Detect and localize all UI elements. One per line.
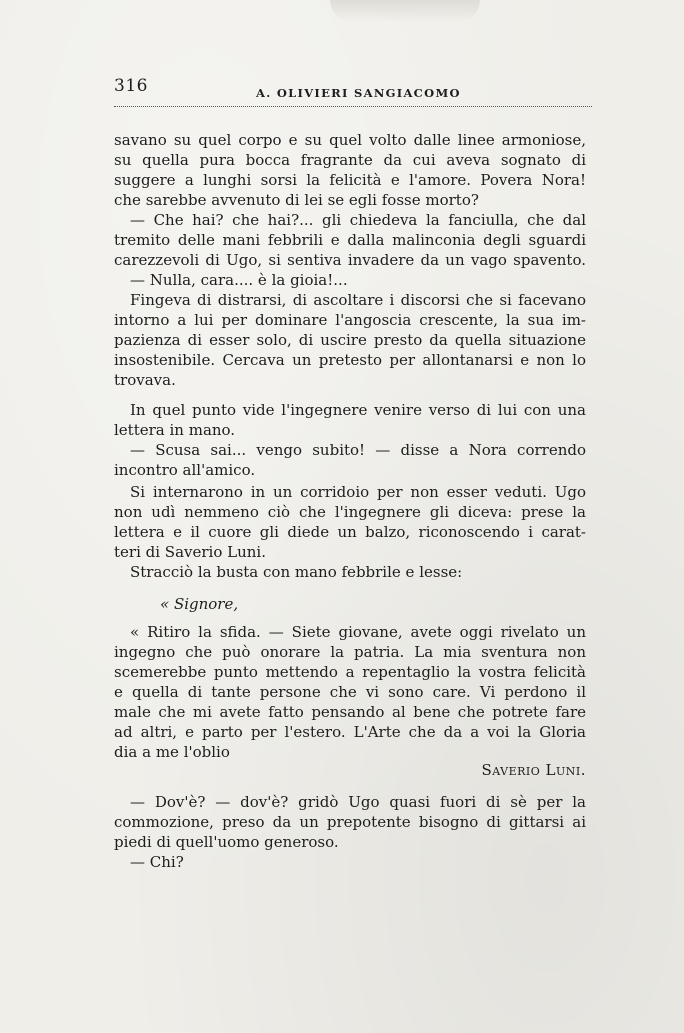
text-line: suggere a lunghi sorsi la felicità e l'amore. Povera Nora! bbox=[114, 171, 586, 189]
letter-line: e quella di tante persone che vi sono care. Vi perdono il bbox=[114, 683, 586, 701]
letter-line: dia a me l'oblio bbox=[114, 743, 230, 761]
text-line: Si internarono in un corridoio per non esser veduti. Ugo bbox=[130, 483, 586, 501]
letter-line: ad altri, e parto per l'estero. L'Arte che da a voi la Gloria bbox=[114, 723, 586, 741]
text-line: — Chi? bbox=[130, 853, 184, 871]
text-line: pazienza di esser solo, di uscire presto da quella situazione bbox=[114, 331, 586, 349]
letter-signature: Saverio Luni. bbox=[481, 761, 586, 779]
text-line: Fingeva di distrarsi, di ascoltare i discorsi che si facevano bbox=[130, 291, 586, 309]
text-line: commozione, preso da un prepotente bisogno di gittarsi ai bbox=[114, 813, 586, 831]
text-line: — Che hai? che hai?... gli chiedeva la fanciulla, che dal bbox=[130, 211, 586, 229]
text-line: piedi di quell'uomo generoso. bbox=[114, 833, 339, 851]
text-line: che sarebbe avvenuto di lei se egli fosse morto? bbox=[114, 191, 479, 209]
text-line: carezzevoli di Ugo, si sentiva invadere da un vago spavento. bbox=[114, 251, 586, 269]
letter-line: male che mi avete fatto pensando al bene che potrete fare bbox=[114, 703, 586, 721]
page-header bbox=[114, 76, 592, 102]
text-line: lettera in mano. bbox=[114, 421, 236, 439]
text-line: — Scusa sai... vengo subito! — disse a Nora correndo bbox=[130, 441, 586, 459]
text-line: lettera e il cuore gli diede un balzo, riconoscendo i carat- bbox=[114, 523, 586, 541]
header-rule bbox=[114, 106, 592, 107]
page-number: 316 bbox=[114, 76, 148, 96]
text-line: incontro all'amico. bbox=[114, 461, 256, 479]
text-line: teri di Saverio Luni. bbox=[114, 543, 266, 561]
letter-salutation: « Signore, bbox=[160, 595, 239, 613]
letter-line: ingegno che può onorare la patria. La mia sventura non bbox=[114, 643, 586, 661]
text-line: tremito delle mani febbrili e dalla malinconia degli sguardi bbox=[114, 231, 586, 249]
text-line: non udì nemmeno ciò che l'ingegnere gli diceva: prese la bbox=[114, 503, 586, 521]
text-line: Stracciò la busta con mano febbrile e lesse: bbox=[130, 563, 463, 581]
text-line: — Dov'è? — dov'è? gridò Ugo quasi fuori di sè per la bbox=[130, 793, 586, 811]
letter-line: « Ritiro la sfida. — Siete giovane, avete oggi rivelato un bbox=[130, 623, 586, 641]
text-line: su quella pura bocca fragrante da cui aveva sognato di bbox=[114, 151, 586, 169]
text-line: trovava. bbox=[114, 371, 176, 389]
running-head: A. OLIVIERI SANGIACOMO bbox=[256, 86, 461, 100]
letter-line: scemerebbe punto mettendo a repentaglio la vostra felicità bbox=[114, 663, 586, 681]
text-line: insostenibile. Cercava un pretesto per allontanarsi e non lo bbox=[114, 351, 586, 369]
torn-edge bbox=[330, 0, 480, 22]
text-line: In quel punto vide l'ingegnere venire verso di lui con una bbox=[130, 401, 586, 419]
text-line: intorno a lui per dominare l'angoscia crescente, la sua im- bbox=[114, 311, 586, 329]
text-line: savano su quel corpo e su quel volto dalle linee armoniose, bbox=[114, 131, 586, 149]
text-line: — Nulla, cara.... è la gioia!... bbox=[130, 271, 348, 289]
